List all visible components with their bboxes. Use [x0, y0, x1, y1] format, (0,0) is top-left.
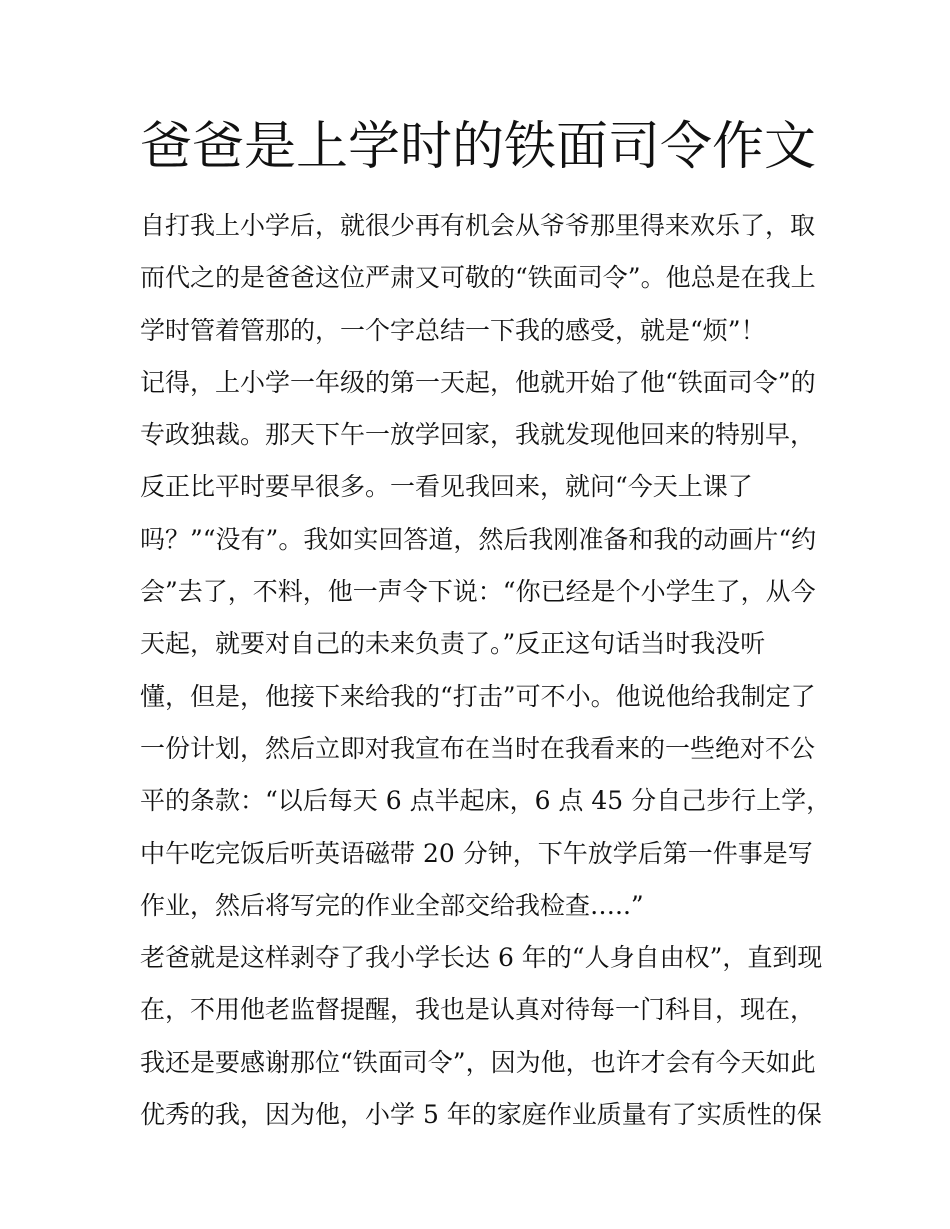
text-line: 专政独裁。那天下午一放学回家，我就发现他回来的特别早， [140, 420, 816, 450]
essay-body [140, 200, 840, 1141]
text-line: 学时管着管那的，一个字总结一下我的感受，就是“烦”！ [140, 315, 766, 345]
text-line: 中午吃完饭后听英语磁带 20 分钟，下午放学后第一件事是写 [140, 838, 813, 868]
text-line: 天起，就要对自己的未来负责了。”反正这句话当时我没听 [140, 629, 766, 659]
text-line: 而代之的是爸爸这位严肃又可敬的“铁面司令”。他总是在我上 [140, 263, 816, 293]
document-title: 爸爸是上学时的铁面司令作文 [140, 117, 817, 177]
text-line: 自打我上小学后，就很少再有机会从爷爷那里得来欢乐了，取 [140, 211, 816, 240]
text-line: 优秀的我，因为他，小学 5 年的家庭作业质量有了实质性的保 [140, 1100, 822, 1130]
text-line: 懂，但是，他接下来给我的“打击”可不小。他说他给我制定了 [140, 681, 816, 711]
text-line: 会”去了，不料，他一声令下说：“你已经是个小学生了，从今 [140, 577, 816, 607]
text-line: 记得，上小学一年级的第一天起，他就开始了他“铁面司令”的 [140, 367, 816, 397]
text-line: 在，不用他老监督提醒，我也是认真对待每一门科目，现在， [140, 995, 816, 1025]
text-line: 我还是要感谢那位“铁面司令”，因为他，也许才会有今天如此 [140, 1047, 816, 1077]
text-line: 作业，然后将写完的作业全部交给我检查…..” [140, 890, 644, 920]
text-line: 老爸就是这样剥夺了我小学长达 6 年的“人身自由权”，直到现 [140, 943, 823, 973]
text-line: 平的条款：“以后每天 6 点半起床，6 点 45 分自己步行上学， [140, 786, 832, 816]
text-line: 一份计划，然后立即对我宣布在当时在我看来的一些绝对不公 [140, 733, 816, 763]
text-line: 吗？”“没有”。我如实回答道，然后我刚准备和我的动画片“约 [140, 524, 817, 554]
text-line: 反正比平时要早很多。一看见我回来，就问“今天上课了 [140, 472, 753, 502]
